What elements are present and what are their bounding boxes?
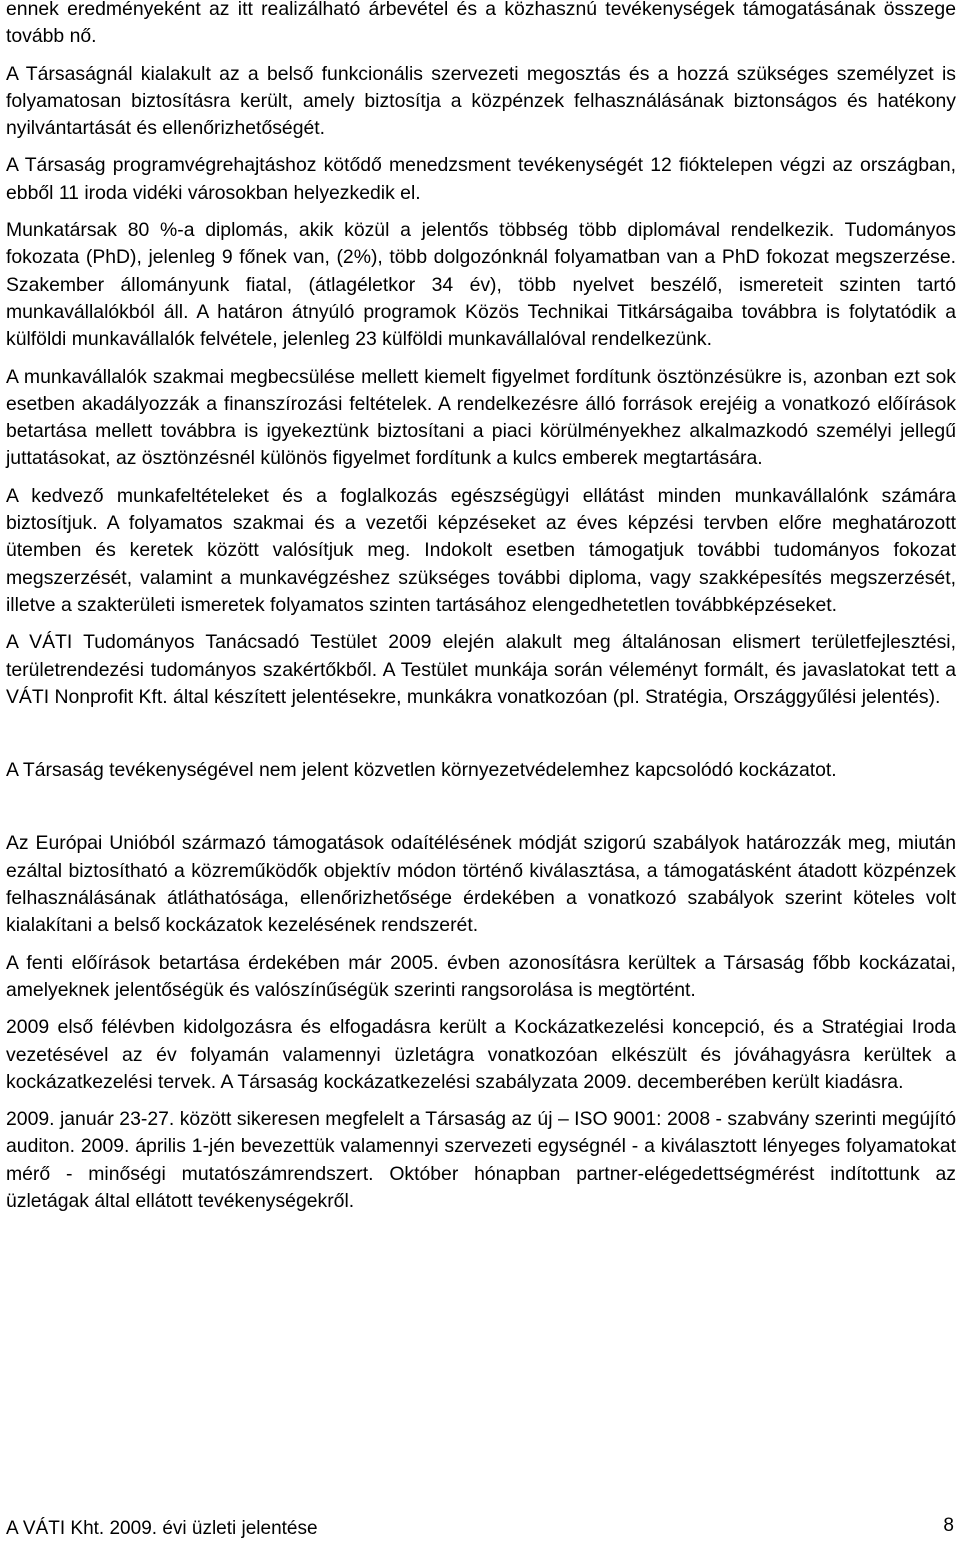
- paragraph-employee-incentives: A munkavállalók szakmai megbecsülése mellett kiemelt figyelmet fordítunk ösztönzésükre is, azonban ezt sok esetben akadályozzák a finanszírozási feltételek. A rendelkezésre álló források erejéig a vonatkozó előírások betartása mellett továbbra is igyekeztünk biztosítani a piaci körülményekhez alkalmazkodó személyi jellegű juttatásokat, az ösztönzésnél különös figyelmet fordítunk a kulcs emberek megtartására.: [6, 365, 956, 470]
- paragraph-environmental-risk: A Társaság tevékenységével nem jelent közvetlen környezetvédelemhez kapcsolódó kockázatot.: [6, 759, 837, 782]
- paragraph-working-conditions: A kedvező munkafeltételeket és a foglalkozás egészségügyi ellátást minden munkavállalónk számára biztosítjuk. A folyamatos szakmai és a vezetői képzéseket az éves képzési tervben előre meghatározott ütemben és keretek között valósítjuk meg. Indokolt esetben támogatjuk további tudományos fokozat megszerzését, valamint a munkavégzéshez szükséges további diploma, vagy szakképesítés megszerzését, illetve a szakterületi ismeretek folyamatos szinten tartásához elengedhetetlen továbbképzéseket.: [6, 484, 956, 616]
- paragraph-advisory-board: A VÁTI Tudományos Tanácsadó Testület 2009 elején alakult meg általánosan elismert területfejlesztési, területrendezési tudományos szakértőkből. A Testület munkája során véleményt formált, és javaslatokat tett a VÁTI Nonprofit Kft. által készített jelentésekre, munkákra vonatkozóan (pl. Stratégia, Országgyűlési jelentés).: [6, 631, 956, 708]
- paragraph-branch-offices: A Társaság programvégrehajtáshoz kötődő menedzsment tevékenységét 12 fióktelepen végzi az országban, ebből 11 iroda vidéki városokban helyezkedik el.: [6, 154, 956, 204]
- paragraph-iso-audit: 2009. január 23-27. között sikeresen megfelelt a Társaság az új – ISO 9001: 2008 - szabvány szerinti megújító auditon. 2009. április 1-jén bevezettük valamennyi szervezeti egységnél - a kiválasztott lényeges folyamatokat mérő - minőségi mutatószámrendszert. Október hónapban partner-elégedettségmérést indítottunk az üzletágak által ellátott tevékenységekről.: [6, 1108, 956, 1212]
- paragraph-risk-identification: A fenti előírások betartása érdekében már 2005. évben azonosításra kerültek a Társaság főbb kockázatai, amelyeknek jelentőségük és valószínűségük szerinti rangsorolása is megtörtént.: [6, 951, 956, 1001]
- footer-page-number: 8: [943, 1515, 954, 1536]
- paragraph-eu-funding-rules: Az Európai Unióból származó támogatások odaítélésének módját szigorú szabályok határozzák meg, miután ezáltal biztosítható a közreműködők objektív módon történő kiválasztása, a támogatásként átadott közpénzek felhasználásának átláthatósága, ellenőrizhetősége érdekében a vonatkozó szabályok szerint köteles volt kialakítani a belső kockázatok kezelésének rendszerét.: [6, 832, 956, 937]
- paragraph-revenue-continuation: ennek eredményeként az itt realizálható árbevétel és a közhasznú tevékenységek támogatásának összege tovább nő.: [6, 0, 956, 48]
- paragraph-organization: A Társaságnál kialakult az a belső funkcionális szervezeti megosztás és a hozzá szükséges személyzet is folyamatosan biztosításra került, amely biztosítja a közpénzek felhasználásának biztonságos és hatékony nyilvántartását és ellenőrizhetőségét.: [6, 62, 956, 140]
- paragraph-risk-management-plan: 2009 első félévben kidolgozásra és elfogadásra került a Kockázatkezelési koncepció, és a Stratégiai Iroda vezetésével az év folyamán valamennyi üzletágra vonatkozóan elkészült és jóváhagyásra kerültek a kockázatkezelési tervek. A Társaság kockázatkezelési szabályzata 2009. decemberében került kiadásra.: [6, 1016, 956, 1093]
- document-page: [6, 0, 956, 1215]
- paragraph-staff-qualifications: Munkatársak 80 %-a diplomás, akik közül a jelentős többség több diplomával rendelkezik. Tudományos fokozata (PhD), jelenleg 9 főnek van, (2%), több dolgozónknál folyamatban van a PhD fokozat megszerzése. Szakember állományunk fiatal, (átlagéletkor 34 év), több nyelvet beszélő, ismereteit szinten tartó munkavállalókból áll. A határon átnyúló programok Közös Technikai Titkárságaiba továbbra is folytatódik a külföldi munkavállalók felvétele, jelenleg 23 külföldi munkavállalóval rendelkezünk.: [6, 219, 956, 351]
- footer-document-title: A VÁTI Kht. 2009. évi üzleti jelentése: [6, 1518, 318, 1539]
